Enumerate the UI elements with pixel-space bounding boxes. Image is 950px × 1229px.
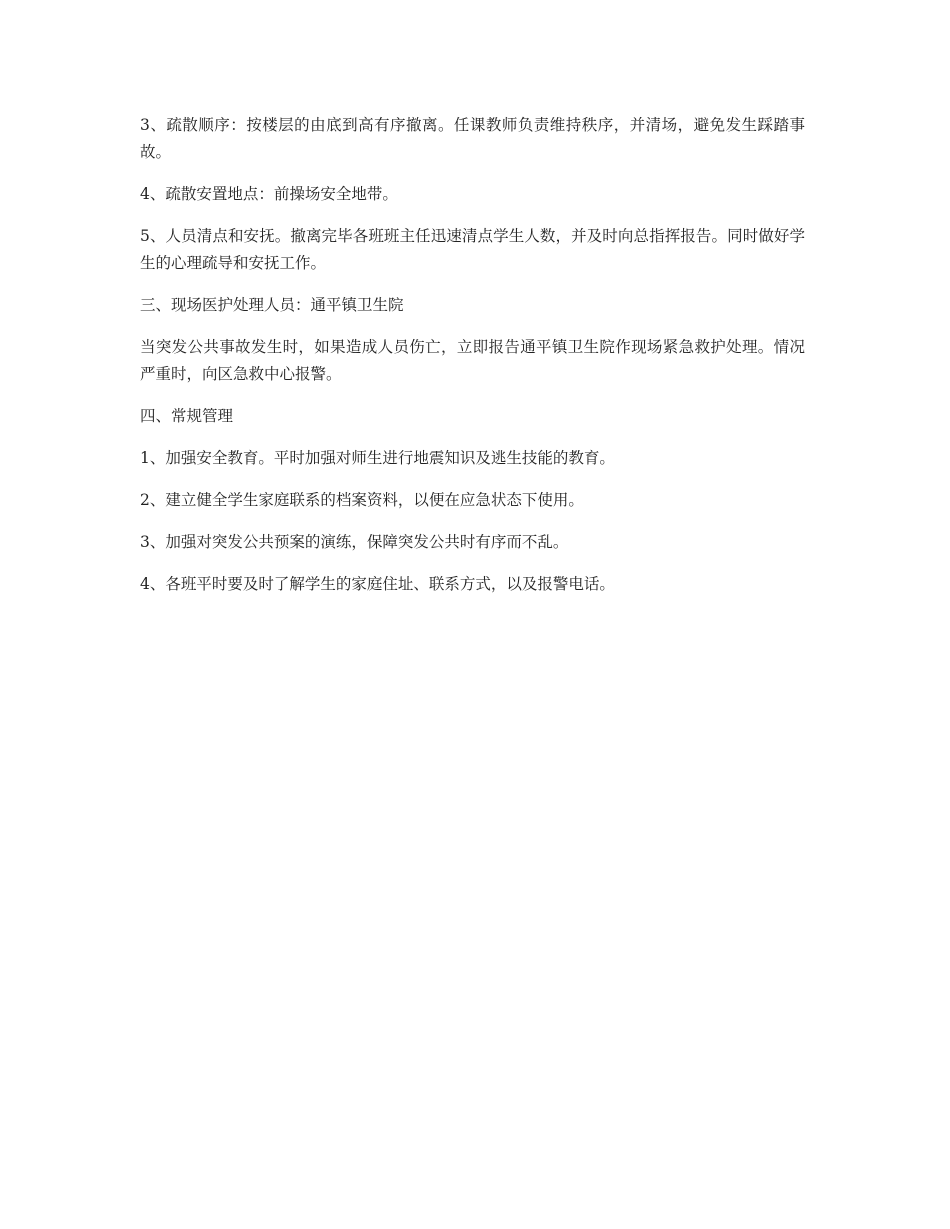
paragraph-management-2: 2、建立健全学生家庭联系的档案资料，以便在应急状态下使用。	[140, 491, 584, 509]
section-heading-medical: 三、现场医护处理人员：通平镇卫生院	[140, 296, 404, 314]
paragraph-management-4: 4、各班平时要及时了解学生的家庭住址、联系方式，以及报警电话。	[140, 575, 615, 593]
paragraph-evacuation-order: 3、疏散顺序：按楼层的由底到高有序撤离。任课教师负责维持秩序，并清场，避免发生踩踏事故。	[140, 116, 805, 161]
section-heading-management: 四、常规管理	[140, 407, 234, 425]
document-body	[140, 112, 805, 613]
paragraph-management-3: 3、加强对突发公共预案的演练，保障突发公共时有序而不乱。	[140, 533, 569, 551]
paragraph-management-1: 1、加强安全教育。平时加强对师生进行地震知识及逃生技能的教育。	[140, 449, 615, 467]
paragraph-medical: 当突发公共事故发生时，如果造成人员伤亡，立即报告通平镇卫生院作现场紧急救护处理。情况严重时，向区急救中心报警。	[140, 338, 805, 383]
paragraph-headcount: 5、人员清点和安抚。撤离完毕各班班主任迅速清点学生人数，并及时向总指挥报告。同时做好学生的心理疏导和安抚工作。	[140, 227, 805, 272]
paragraph-evacuation-location: 4、疏散安置地点：前操场安全地带。	[140, 185, 398, 203]
